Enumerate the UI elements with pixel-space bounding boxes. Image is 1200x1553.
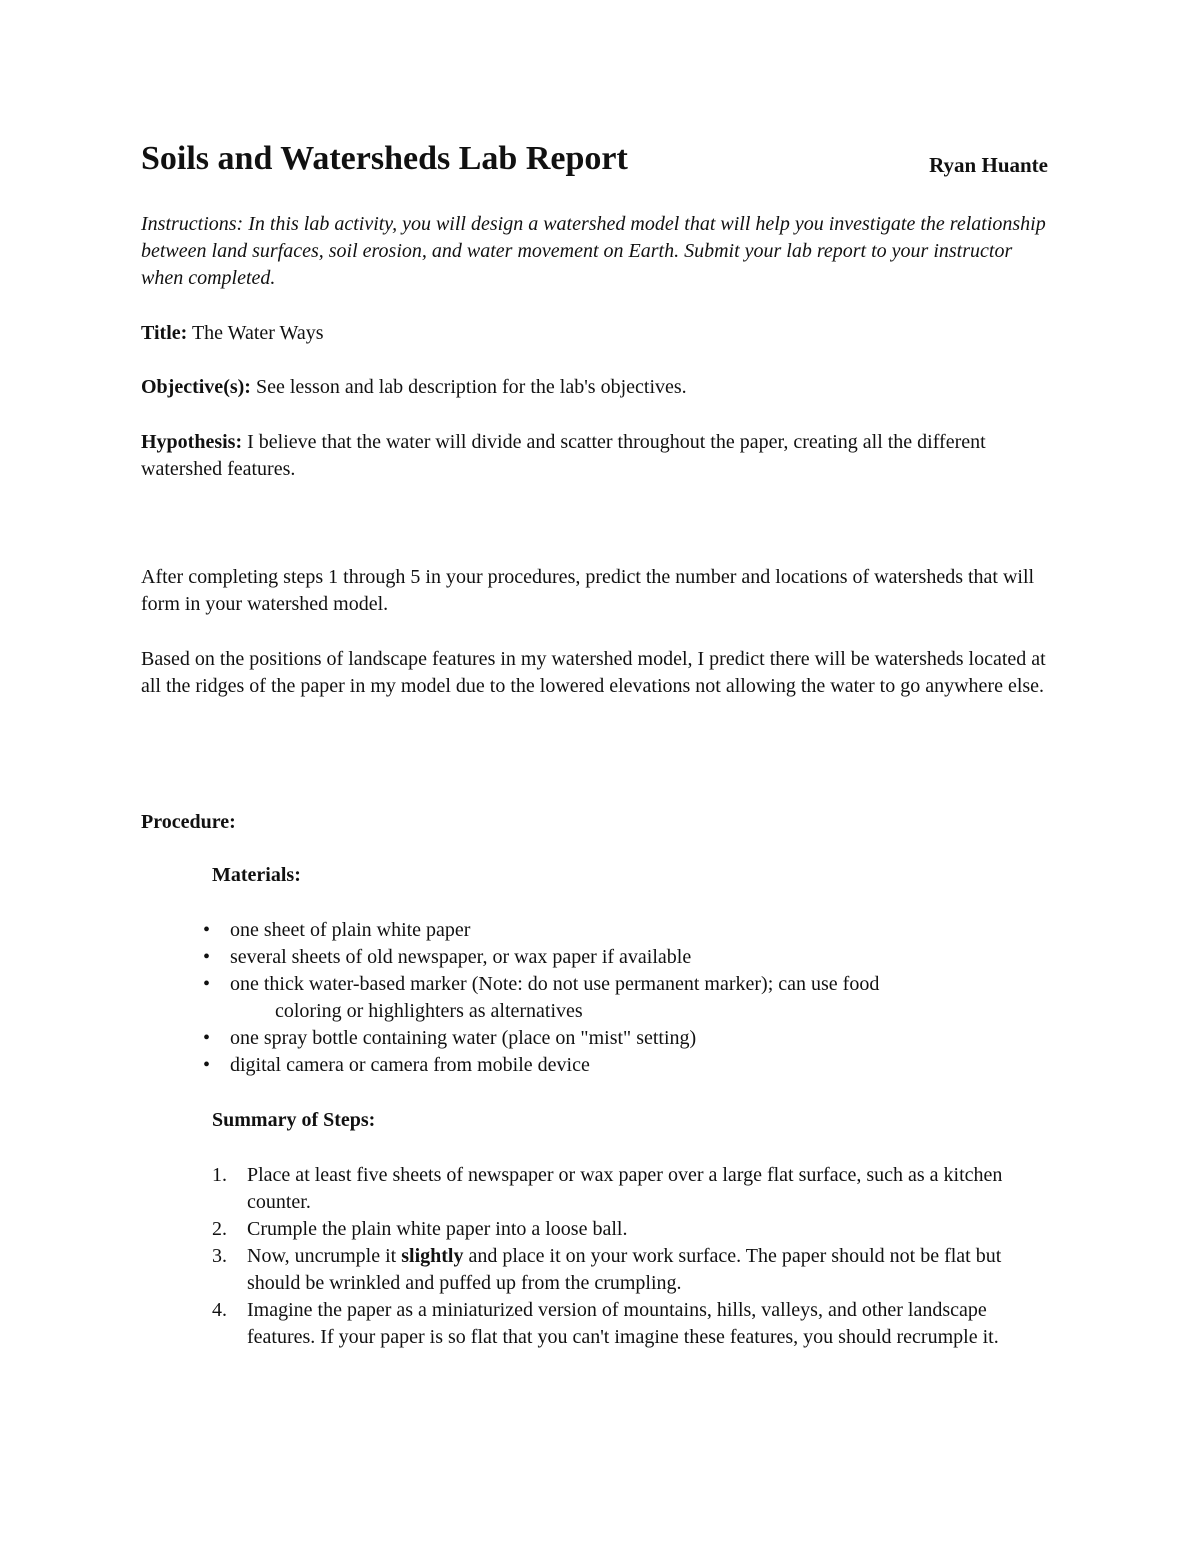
hypothesis-label: Hypothesis: [141,431,243,453]
material-text: one spray bottle containing water (place on "mist" setting) [230,1027,697,1049]
material-text: one sheet of plain white paper [230,919,471,941]
step-text-after: and place it on your work surface. The paper should not be flat but should be wrinkled and puffed up from the crumpling. [247,1245,1002,1294]
material-text: digital camera or camera from mobile device [230,1054,590,1076]
objective-label: Objective(s): [141,376,251,398]
bullet-marker: • [203,946,211,968]
steps-heading: Summary of Steps: [212,1109,376,1131]
list-item [203,917,1053,944]
steps-list [212,1162,1052,1351]
title-label: Title: [141,322,188,344]
list-item [203,1052,1053,1079]
step-number: 4. [212,1299,227,1321]
step-number: 3. [212,1245,227,1267]
objective-field [141,374,1056,401]
title-value: The Water Ways [191,322,324,344]
materials-heading: Materials: [212,864,301,886]
material-continuation: coloring or highlighters as alternatives [275,1000,583,1022]
list-item [212,1243,1052,1297]
objective-value: See lesson and lab description for the lab's objectives. [255,376,687,398]
materials-list [203,917,1053,1079]
prediction-answer: Based on the positions of landscape features in my watershed model, I predict there will be watersheds located at all the ridges of the paper in my model due to the lowered elevations not allowing the water to go anywhere else. [141,648,1046,697]
step-number: 2. [212,1218,227,1240]
list-item [212,1162,1052,1216]
step-text: Place at least five sheets of newspaper or wax paper over a large flat surface, such as a kitchen counter. [247,1164,1003,1213]
hypothesis-value: I believe that the water will divide and scatter throughout the paper, creating all the different watershed features. [141,431,986,480]
procedure-heading: Procedure: [141,811,236,833]
prediction-prompt: After completing steps 1 through 5 in your procedures, predict the number and locations of watersheds that will form in your watershed model. [141,566,1035,615]
bullet-marker: • [203,1027,211,1049]
bullet-marker: • [203,919,211,941]
list-item [212,1216,1052,1243]
bullet-marker: • [203,973,211,995]
hypothesis-field [141,429,1056,483]
material-text: one thick water-based marker (Note: do not use permanent marker); can use food [230,973,880,995]
author-name: Ryan Huante [929,153,1048,177]
step-number: 1. [212,1164,227,1186]
title-field [141,320,1056,347]
step-text-before: Now, uncrumple it [247,1245,402,1267]
list-item [212,1297,1052,1351]
step-text: Imagine the paper as a miniaturized version of mountains, hills, valleys, and other landscape features. If your paper is so flat that you can't imagine these features, you should recrumple it. [247,1299,999,1348]
list-item [203,944,1053,971]
bullet-marker: • [203,1054,211,1076]
material-text: several sheets of old newspaper, or wax paper if available [230,946,692,968]
report-title: Soils and Watersheds Lab Report [141,140,628,177]
step-text: Crumple the plain white paper into a loose ball. [247,1218,628,1240]
step-emphasis: slightly [401,1245,464,1267]
list-item [203,1025,1053,1052]
list-item [203,971,1053,1025]
instructions-paragraph: Instructions: In this lab activity, you will design a watershed model that will help you investigate the relationship between land surfaces, soil erosion, and water movement on Earth. Submit your lab report to your instructor when completed. [141,213,1046,289]
